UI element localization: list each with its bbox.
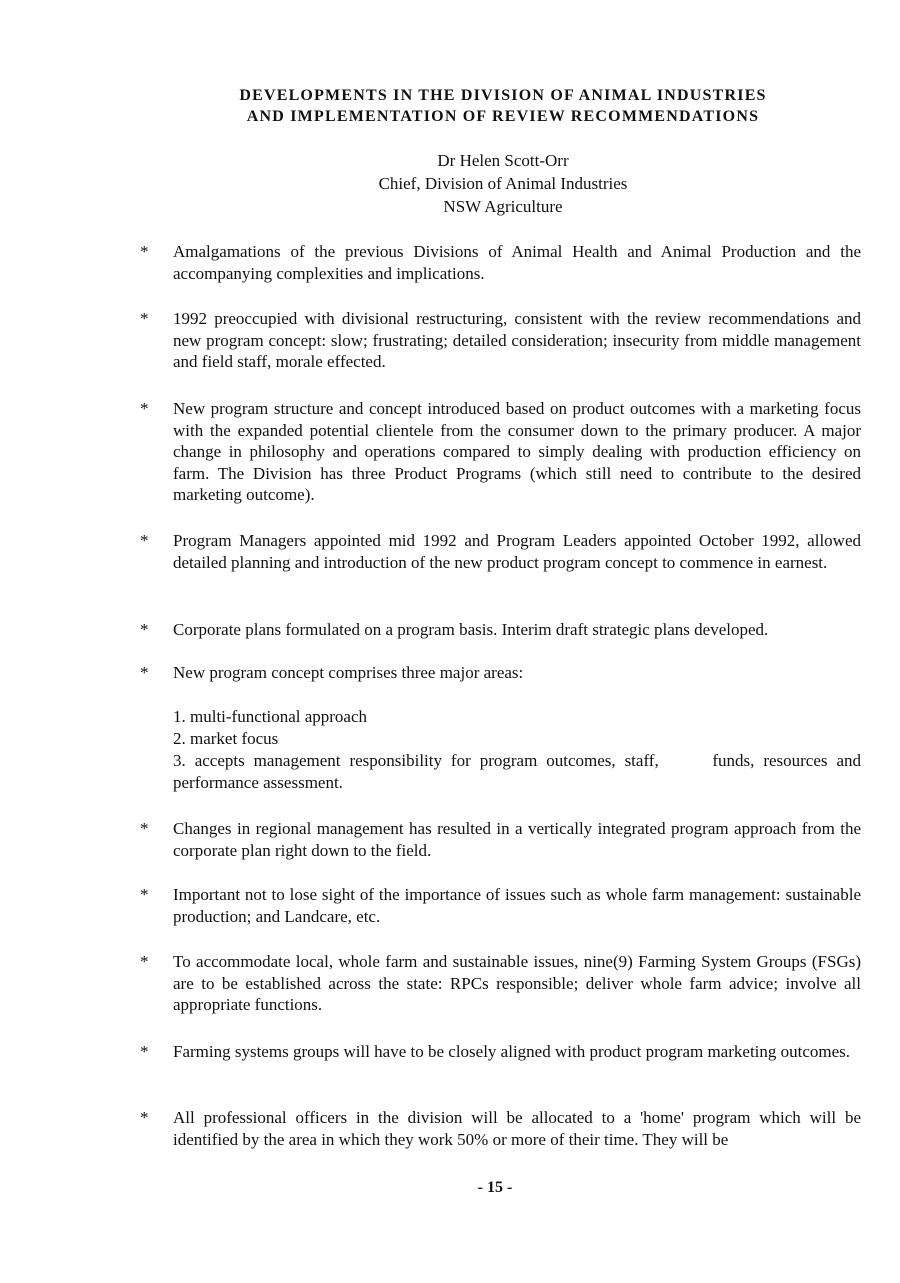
bullet-marker: * (140, 399, 149, 418)
bullet-marker: * (140, 952, 149, 971)
bullet-marker: * (140, 1042, 149, 1061)
bullet-marker: * (140, 242, 149, 261)
document-title-line-2: AND IMPLEMENTATION OF REVIEW RECOMMENDATIONS (246, 108, 760, 125)
program-areas-list (173, 706, 866, 794)
page-number: - 15 - (477, 1179, 513, 1196)
bullet-marker: * (140, 531, 149, 550)
bullet-text: Corporate plans formulated on a program basis. Interim draft strategic plans developed. (173, 620, 769, 639)
document-title-line-1: DEVELOPMENTS IN THE DIVISION OF ANIMAL INDUSTRIES (239, 87, 767, 104)
bullet-text: All professional officers in the division will be allocated to a 'home' program which will be identified by the area in which they work 50% or more of their time. They will be (173, 1108, 861, 1149)
bullet-marker: * (140, 885, 149, 904)
author-block (0, 149, 900, 218)
bullet-text: Changes in regional management has resulted in a vertically integrated program approach from the corporate plan right down to the field. (173, 819, 861, 860)
bullet-marker: * (140, 663, 149, 682)
bullet-text: To accommodate local, whole farm and sustainable issues, nine(9) Farming System Groups (FSGs) are to be established across the state: RPCs responsible; deliver whole farm advice; involve all appropriate functions. (173, 952, 861, 1014)
list-item: 3. accepts management responsibility for program outcomes, staff, funds, resources and performance assessment. (173, 751, 866, 792)
list-item: 2. market focus (173, 729, 279, 748)
author-name: Dr Helen Scott-Orr (437, 151, 569, 170)
bullet-text: Amalgamations of the previous Divisions of Animal Health and Animal Production and the accompanying complexities and implications. (173, 242, 861, 283)
author-organisation: NSW Agriculture (443, 197, 563, 216)
bullet-text: 1992 preoccupied with divisional restructuring, consistent with the review recommendations and new program concept: slow; frustrating; detailed consideration; insecurity from middle management and field staff, morale effected. (173, 309, 861, 371)
bullet-text: New program concept comprises three major areas: (173, 663, 524, 682)
bullet-marker: * (140, 309, 149, 328)
bullet-marker: * (140, 620, 149, 639)
list-item: 1. multi-functional approach (173, 707, 368, 726)
bullet-marker: * (140, 1108, 149, 1127)
bullet-text: Farming systems groups will have to be closely aligned with product program marketing outcomes. (173, 1042, 851, 1061)
bullet-text: New program structure and concept introduced based on product outcomes with a marketing focus with the expanded potential clientele from the consumer down to the primary producer. A major change in philosophy and operations compared to simply dealing with production efficiency on farm. The Division has three Product Programs (which still need to contribute to the desired marketing outcome). (173, 399, 861, 504)
bullet-text: Important not to lose sight of the importance of issues such as whole farm management: sustainable production; and Landcare, etc. (173, 885, 861, 926)
author-position: Chief, Division of Animal Industries (378, 174, 628, 193)
bullet-marker: * (140, 819, 149, 838)
bullet-text: Program Managers appointed mid 1992 and Program Leaders appointed October 1992, allowed detailed planning and introduction of the new product program concept to commence in earnest. (173, 531, 861, 572)
